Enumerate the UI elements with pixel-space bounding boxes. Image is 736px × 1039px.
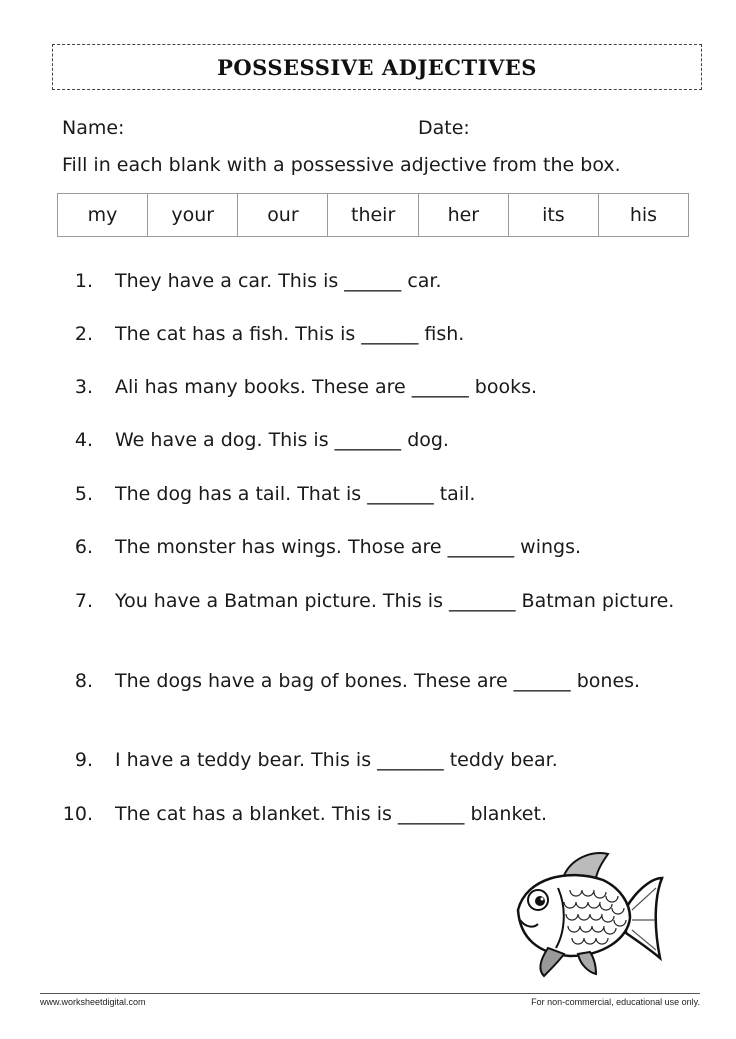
question-text: The cat has a fish. This is ______ fish. bbox=[115, 323, 465, 345]
word-box-cell: my bbox=[58, 194, 148, 237]
question-text: We have a dog. This is _______ dog. bbox=[115, 429, 449, 451]
question-item bbox=[74, 747, 675, 774]
question-item bbox=[74, 374, 675, 401]
question-item bbox=[74, 268, 675, 295]
question-item bbox=[74, 588, 675, 615]
question-item bbox=[74, 668, 675, 695]
question-number: 8. bbox=[74, 670, 93, 692]
question-number: 9. bbox=[74, 749, 93, 771]
question-text: They have a car. This is ______ car. bbox=[115, 270, 442, 292]
question-text: I have a teddy bear. This is _______ teddy bear. bbox=[115, 749, 558, 771]
word-box-cell: our bbox=[238, 194, 328, 237]
title-box bbox=[52, 44, 702, 90]
word-box-cell: your bbox=[148, 194, 238, 237]
question-number: 6. bbox=[74, 536, 93, 558]
question-item bbox=[74, 481, 675, 508]
word-box-cell: his bbox=[598, 194, 688, 237]
word-box bbox=[57, 193, 689, 237]
question-item bbox=[74, 427, 675, 454]
question-number: 7. bbox=[74, 590, 93, 612]
word-box-cell: its bbox=[508, 194, 598, 237]
question-item bbox=[74, 534, 675, 561]
question-text: The dogs have a bag of bones. These are ______ bones. bbox=[115, 670, 641, 692]
footer-divider bbox=[40, 993, 700, 994]
question-number: 2. bbox=[74, 323, 93, 345]
question-number: 10. bbox=[62, 803, 93, 825]
footer-usage-note: For non-commercial, educational use only. bbox=[531, 997, 700, 1007]
question-item bbox=[74, 321, 675, 348]
word-box-cell: her bbox=[418, 194, 508, 237]
worksheet-title: POSSESSIVE ADJECTIVES bbox=[217, 54, 537, 80]
word-box-cell: their bbox=[328, 194, 418, 237]
question-text: Ali has many books. These are ______ books. bbox=[115, 376, 538, 398]
date-label: Date: bbox=[418, 117, 470, 139]
question-text: The cat has a blanket. This is _______ blanket. bbox=[115, 803, 547, 825]
footer-website: www.worksheetdigital.com bbox=[40, 997, 146, 1007]
question-item bbox=[62, 801, 675, 828]
instructions: Fill in each blank with a possessive adjective from the box. bbox=[62, 154, 621, 176]
question-number: 3. bbox=[74, 376, 93, 398]
question-number: 5. bbox=[74, 483, 93, 505]
name-label: Name: bbox=[62, 117, 125, 139]
fish-illustration bbox=[508, 848, 664, 978]
question-text: You have a Batman picture. This is _______ Batman picture. bbox=[115, 590, 675, 612]
question-text: The dog has a tail. That is _______ tail. bbox=[115, 483, 476, 505]
question-number: 4. bbox=[74, 429, 93, 451]
question-text: The monster has wings. Those are _______ wings. bbox=[115, 536, 582, 558]
question-number: 1. bbox=[74, 270, 93, 292]
